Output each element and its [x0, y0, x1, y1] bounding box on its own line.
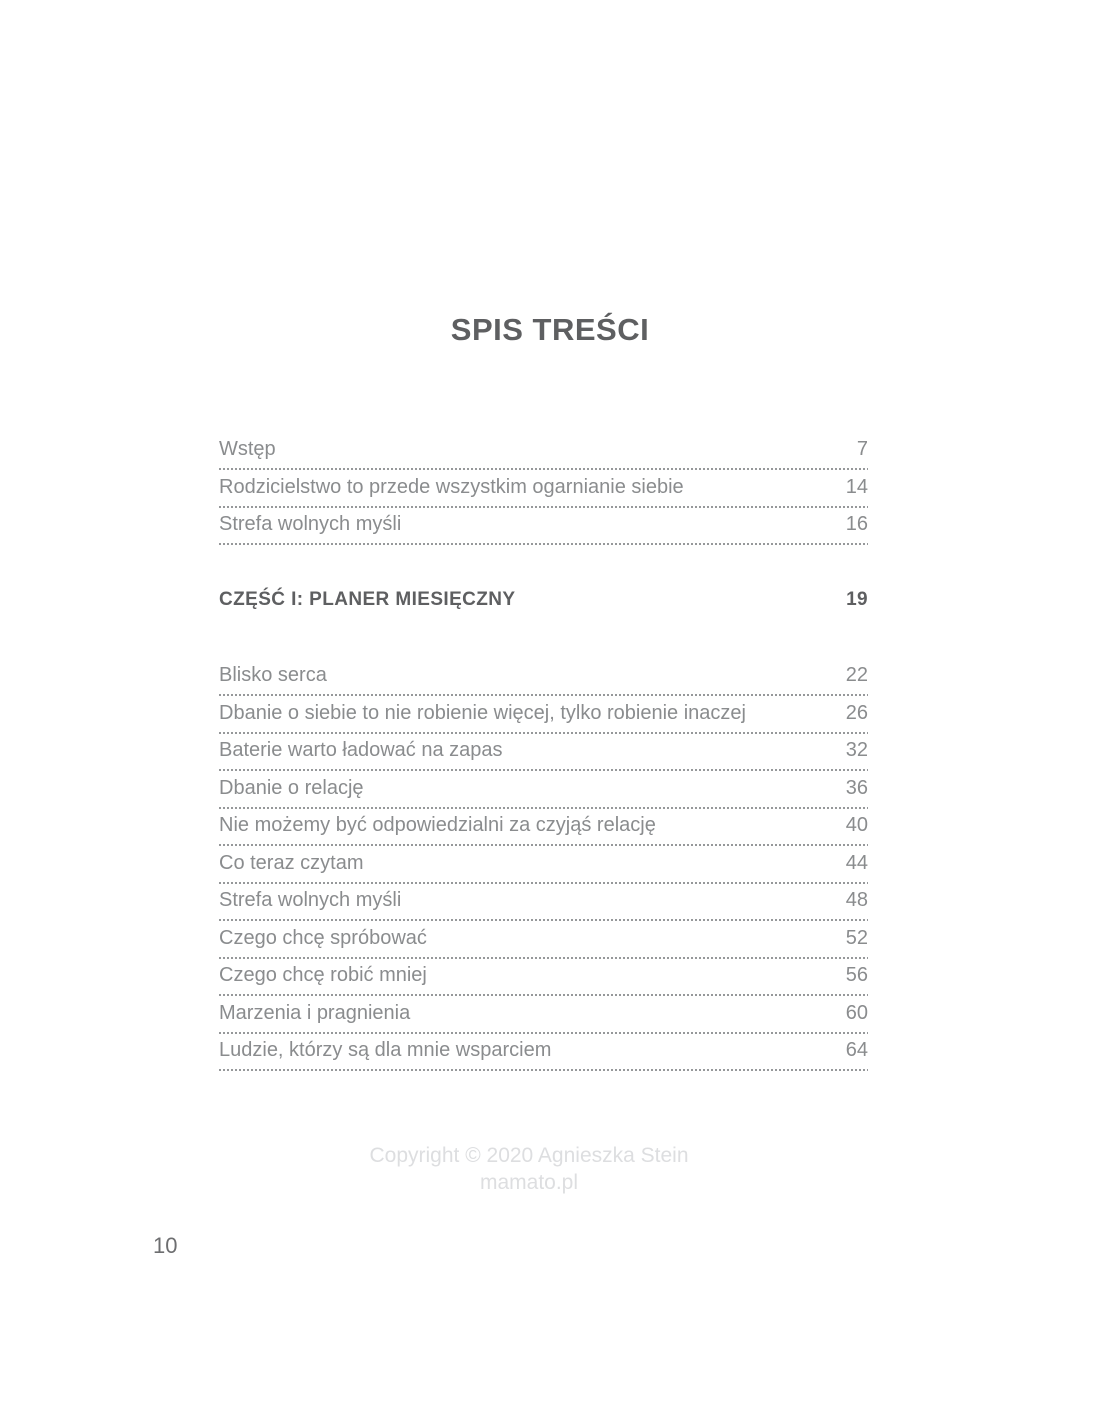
toc-row: [219, 663, 868, 696]
toc-entry-page: 48: [845, 889, 868, 911]
toc-entry-page: 44: [845, 851, 868, 874]
copyright-watermark: [0, 1142, 1058, 1196]
toc-entry-page: 36: [845, 776, 868, 799]
toc-entry-label: Baterie warto ładować na zapas: [219, 739, 503, 761]
toc-entry-label: Co teraz czytam: [219, 851, 364, 874]
toc-front-list: [219, 437, 868, 550]
toc-row: [219, 888, 868, 921]
toc-entry-label: Blisko serca: [219, 664, 327, 686]
toc-row: [219, 851, 868, 884]
toc-entry-page: 22: [845, 664, 868, 686]
toc-entry-page: 7: [856, 438, 868, 460]
toc-entry-page: 32: [845, 739, 868, 761]
toc-row: [219, 776, 868, 809]
toc-row: [219, 437, 868, 470]
toc-row: [219, 1001, 868, 1034]
copyright-line1: Copyright © 2020 Agnieszka Stein: [369, 1144, 689, 1167]
toc-row: [219, 926, 868, 959]
toc-section-label: CZĘŚĆ I: PLANER MIESIĘCZNY: [219, 589, 516, 610]
toc-entry-page: 64: [845, 1039, 868, 1061]
toc-entry-page: 14: [845, 475, 868, 498]
footer-page-number: 10: [153, 1233, 178, 1258]
toc-row: [219, 813, 868, 846]
toc-row: [219, 701, 868, 734]
toc-row: [219, 1038, 868, 1071]
toc-main-list: [219, 663, 868, 1076]
toc-entry-page: 60: [845, 1001, 868, 1024]
toc-row: [219, 963, 868, 996]
page-title: SPIS TREŚCI: [450, 311, 650, 347]
toc-entry-label: Dbanie o relację: [219, 776, 364, 799]
toc-entry-label: Czego chcę robić mniej: [219, 964, 427, 986]
toc-entry-page: 16: [845, 513, 868, 535]
toc-entry-page: 52: [845, 926, 868, 949]
toc-section-page: 19: [846, 589, 868, 610]
copyright-line2: mamato.pl: [479, 1171, 579, 1194]
toc-entry-label: Nie możemy być odpowiedzialni za czyjąś relację: [219, 814, 656, 836]
toc-entry-label: Strefa wolnych myśli: [219, 513, 402, 535]
toc-row: [219, 512, 868, 545]
toc-row: [219, 738, 868, 771]
toc-entry-page: 56: [845, 964, 868, 986]
toc-entry-label: Strefa wolnych myśli: [219, 889, 402, 911]
toc-entry-label: Czego chcę spróbować: [219, 926, 427, 949]
toc-entry-label: Rodzicielstwo to przede wszystkim ogarnianie siebie: [219, 475, 684, 498]
toc-entry-label: Marzenia i pragnienia: [219, 1001, 411, 1024]
toc-entry-label: Wstęp: [219, 438, 276, 460]
toc-entry-page: 40: [845, 814, 868, 836]
toc-entry-label: Ludzie, którzy są dla mnie wsparciem: [219, 1039, 552, 1061]
toc-section-header: [219, 588, 868, 612]
toc-entry-label: Dbanie o siebie to nie robienie więcej, tylko robienie inaczej: [219, 701, 746, 724]
toc-row: [219, 475, 868, 508]
toc-entry-page: 26: [845, 701, 868, 724]
